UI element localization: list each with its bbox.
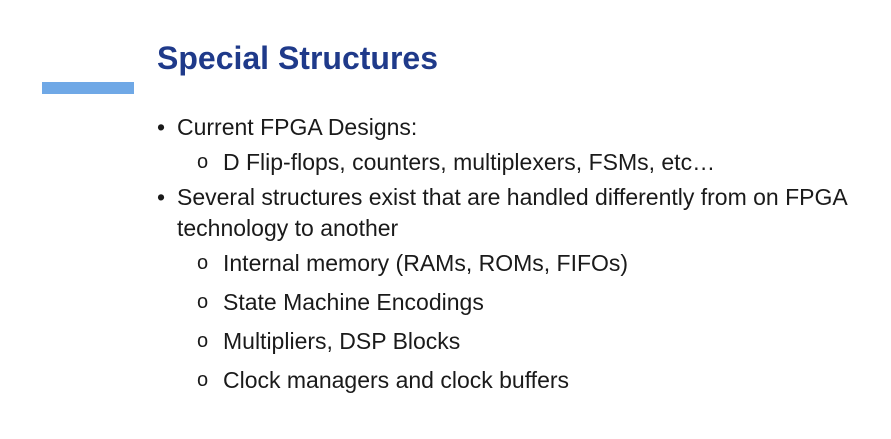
sub-bullet-text: Clock managers and clock buffers — [223, 367, 570, 393]
bullet-text: Several structures exist that are handled differently from on FPGA technology to another — [177, 184, 847, 241]
bullet-item — [157, 182, 877, 244]
sub-bullet-text: State Machine Encodings — [223, 289, 484, 315]
bullet-text: Current FPGA Designs: — [177, 114, 418, 140]
sub-bullet-text: D Flip-flops, counters, multiplexers, FSMs, etc… — [223, 149, 716, 175]
sub-bullet-item — [157, 361, 877, 400]
sub-bullet-item — [157, 283, 877, 322]
bullet-marker: • — [157, 114, 166, 140]
slide-title: Special Structures — [157, 40, 438, 76]
sub-bullet-item — [157, 322, 877, 361]
bullet-list — [157, 112, 877, 400]
sub-bullet-item — [157, 244, 877, 283]
sub-bullet-item — [157, 143, 877, 182]
bullet-marker: • — [157, 184, 166, 210]
sub-bullet-text: Multipliers, DSP Blocks — [223, 328, 461, 354]
title-accent-bar — [42, 82, 134, 94]
bullet-item — [157, 112, 877, 143]
sub-bullet-text: Internal memory (RAMs, ROMs, FIFOs) — [223, 250, 629, 276]
sub-bullet-marker: o — [197, 291, 209, 313]
sub-bullet-marker: o — [197, 369, 209, 391]
sub-bullet-marker: o — [197, 151, 209, 173]
sub-bullet-marker: o — [197, 330, 209, 352]
sub-bullet-marker: o — [197, 252, 209, 274]
